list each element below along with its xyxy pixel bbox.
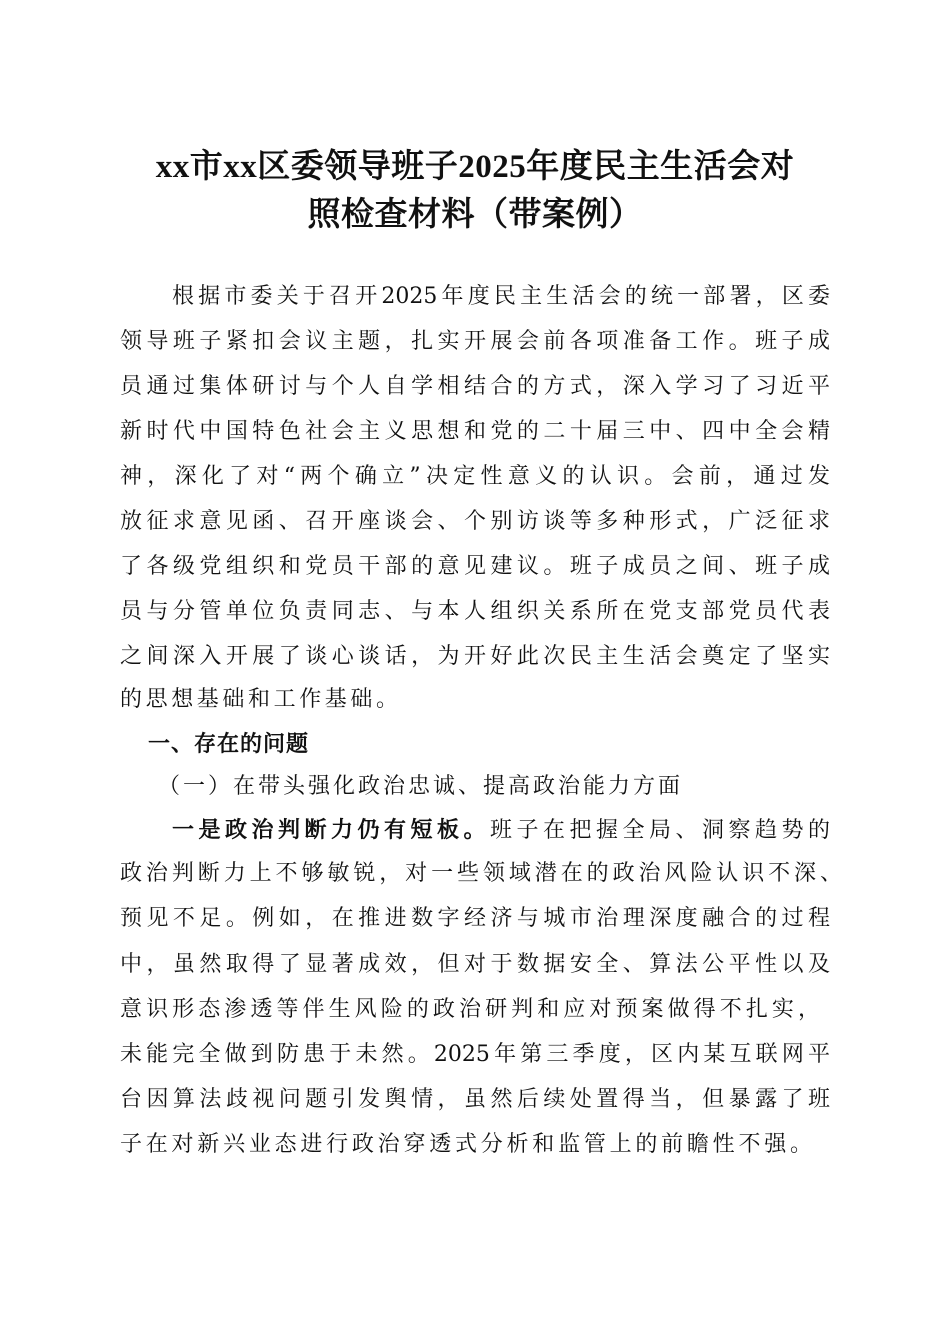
point-line: 意识形态渗透等伴生风险的政治研判和应对预案做得不扎实， [120, 997, 820, 1022]
intro-line: 员通过集体研讨与个人自学相结合的方式，深入学习了习近平 [120, 374, 830, 399]
point-lead: 一是政治判断力仍有短板。 [172, 817, 490, 843]
intro-line: 新时代中国特色社会主义思想和党的二十届三中、四中全会精 [120, 419, 830, 444]
intro-line: 根据市委关于召开2025年度民主生活会的统一部署，区委 [172, 284, 830, 309]
document-title-line-2: 照检查材料（带案例） [307, 197, 643, 233]
point-line: 政治判断力上不够敏锐，对一些领域潜在的政治风险认识不深、 [120, 861, 842, 886]
point-line: 台因算法歧视问题引发舆情，虽然后续处置得当，但暴露了班 [120, 1087, 830, 1112]
point-line: 未能完全做到防患于未然。2025年第三季度，区内某互联网平 [120, 1042, 830, 1067]
point-first-line [172, 814, 830, 846]
intro-line: 之间深入开展了谈心谈话，为开好此次民主生活会奠定了坚实 [120, 644, 830, 669]
intro-line: 员与分管单位负责同志、与本人组织关系所在党支部党员代表 [120, 599, 830, 624]
point-line: 中，虽然取得了显著成效，但对于数据安全、算法公平性以及 [120, 952, 830, 977]
section-heading: 一、存在的问题 [148, 732, 310, 757]
intro-line: 领导班子紧扣会议主题，扎实开展会前各项准备工作。班子成 [120, 329, 830, 354]
intro-line: 的思想基础和工作基础。 [120, 687, 402, 712]
intro-line: 了各级党组织和党员干部的意见建议。班子成员之间、班子成 [120, 554, 830, 579]
subsection-heading: （一）在带头强化政治忠诚、提高政治能力方面 [158, 774, 684, 799]
point-line: 子在对新兴业态进行政治穿透式分析和监管上的前瞻性不强。 [120, 1132, 812, 1157]
point-line: 预见不足。例如，在推进数字经济与城市治理深度融合的过程 [120, 906, 830, 931]
point-first-line-rest: 班子在把握全局、洞察趋势的 [490, 818, 830, 843]
document-title-line-1: xx市xx区委领导班子2025年度民主生活会对 [155, 149, 795, 185]
intro-line: 神，深化了对“两个确立”决定性意义的认识。会前，通过发 [120, 464, 830, 489]
intro-line: 放征求意见函、召开座谈会、个别访谈等多种形式，广泛征求 [120, 509, 830, 534]
